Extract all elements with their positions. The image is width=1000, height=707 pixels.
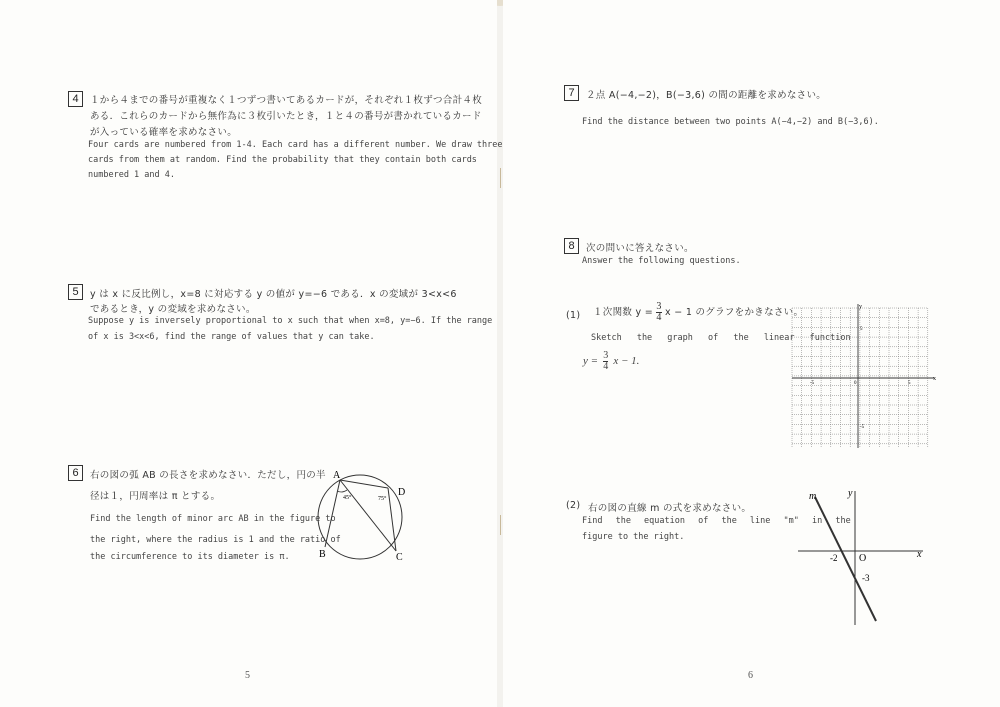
q8-1-jp (593, 302, 803, 324)
label-x-intercept: -2 (830, 553, 838, 563)
q8-2-en-line1: Find the equation of the line "m" in the (582, 516, 851, 526)
label-m: m (809, 491, 817, 502)
tick-y-neg5: -5 (860, 425, 865, 430)
q7-en: Find the distance between two points A(−4,−2) and B(−3,6). (582, 117, 879, 127)
q8-1-label: (1) (566, 310, 581, 321)
q8-1-jp-post: x − 1 のグラフをかきなさい。 (665, 307, 804, 318)
circle (318, 475, 402, 559)
tick-y-5: 5 (860, 327, 863, 332)
q4-jp-line1: １から４までの番号が重複なく１つずつ書いてあるカードが，それぞれ１枚ずつ合計４枚 (90, 95, 483, 106)
q7-jp: ２点 A(−4,−2)，B(−3,6) の間の距離を求めなさい。 (586, 90, 827, 101)
chord-DC (388, 488, 396, 551)
point-A: A (333, 470, 341, 481)
tick-x-5: 5 (908, 381, 911, 386)
q8-1-en-line1: Sketch the graph of the linear function (591, 333, 851, 343)
q5-en-line1: Suppose y is inversely proportional to x such that when x=8, y=−6. If the range (88, 316, 493, 326)
point-B: B (319, 549, 326, 560)
q8-2-label: (2) (566, 500, 581, 511)
frac-num: 3 (656, 301, 662, 312)
q8-jp: 次の問いに答えなさい。 (586, 243, 694, 254)
tick-x-0: 0 (854, 381, 857, 386)
question-number-5: 5 (68, 284, 83, 300)
label-origin: O (859, 553, 867, 564)
question-number-4: 4 (68, 91, 83, 107)
fraction-3-4 (656, 302, 661, 323)
q8-2-jp: 右の図の直線 m の式を求めなさい。 (588, 503, 752, 514)
question-number-6: 6 (68, 465, 83, 481)
question-number-7: 7 (564, 85, 579, 101)
line-m (815, 497, 876, 621)
frac-den-en: 4 (603, 361, 609, 372)
chord-AC (340, 480, 396, 551)
q5-jp-line2: であるとき，y の変域を求めなさい。 (90, 304, 256, 315)
angle-label-75: 75° (378, 496, 387, 502)
q5-en-line2: of x is 3<x<6, find the range of values that y can take. (88, 332, 375, 342)
angle-label-45: 45° (343, 495, 352, 501)
point-D: D (398, 487, 406, 498)
coordinate-grid[interactable] (788, 300, 938, 452)
label-y: y (848, 488, 853, 499)
label-y-intercept: -3 (862, 573, 870, 583)
q4-en-line1: Four cards are numbered from 1-4. Each card has a different number. We draw three (88, 140, 503, 150)
q8-1-jp-pre: １次関数 y = (593, 307, 654, 318)
tick-x-neg5: -5 (810, 381, 815, 386)
grid-y-label: y (859, 304, 862, 310)
question-number-8: 8 (564, 238, 579, 254)
line-m-figure (793, 485, 928, 630)
q4-en-line3: numbered 1 and 4. (88, 170, 175, 180)
q8-en: Answer the following questions. (582, 256, 741, 266)
q8-1-en-post: x − 1. (613, 355, 640, 367)
page-number-right: 6 (748, 670, 753, 681)
grid-x-label: x (933, 376, 936, 382)
angle-arc (337, 490, 347, 492)
q4-jp-line3: が入っている確率を求めなさい。 (90, 127, 238, 138)
point-C: C (396, 552, 403, 563)
q8-1-en-line2 (583, 350, 639, 373)
label-x: x (917, 549, 922, 560)
q6-jp-line1: 右の図の弧 AB の長さを求めなさい．ただし，円の半 (90, 470, 326, 481)
q8-1-en-pre: y = (583, 355, 599, 367)
q4-en-line2: cards from them at random. Find the probability that they contain both cards (88, 155, 477, 165)
q6-en-line1: Find the length of minor arc AB in the figure to (90, 514, 336, 524)
circle-figure (310, 465, 420, 565)
q6-en-line2: the right, where the radius is 1 and the ratio of (90, 535, 341, 545)
fraction-3-4-en (603, 351, 608, 372)
q4-jp-line2: ある．これらのカードから無作為に３枚引いたとき，１と４の番号が書かれているカード (90, 111, 482, 122)
right-page (503, 0, 1000, 707)
frac-num-en: 3 (603, 350, 609, 361)
q8-2-en-line2: figure to the right. (582, 532, 685, 542)
chord-AD (340, 480, 388, 488)
frac-den: 4 (656, 312, 662, 323)
q6-jp-line2: 径は１，円周率は π とする。 (90, 491, 221, 502)
q6-en-line3: the circumference to its diameter is π. (90, 552, 290, 562)
page-number-left: 5 (245, 670, 250, 681)
q5-jp-line1: y は x に反比例し，x=8 に対応する y の値が y=−6 である．x の変域が 3<x<6 (90, 289, 457, 300)
